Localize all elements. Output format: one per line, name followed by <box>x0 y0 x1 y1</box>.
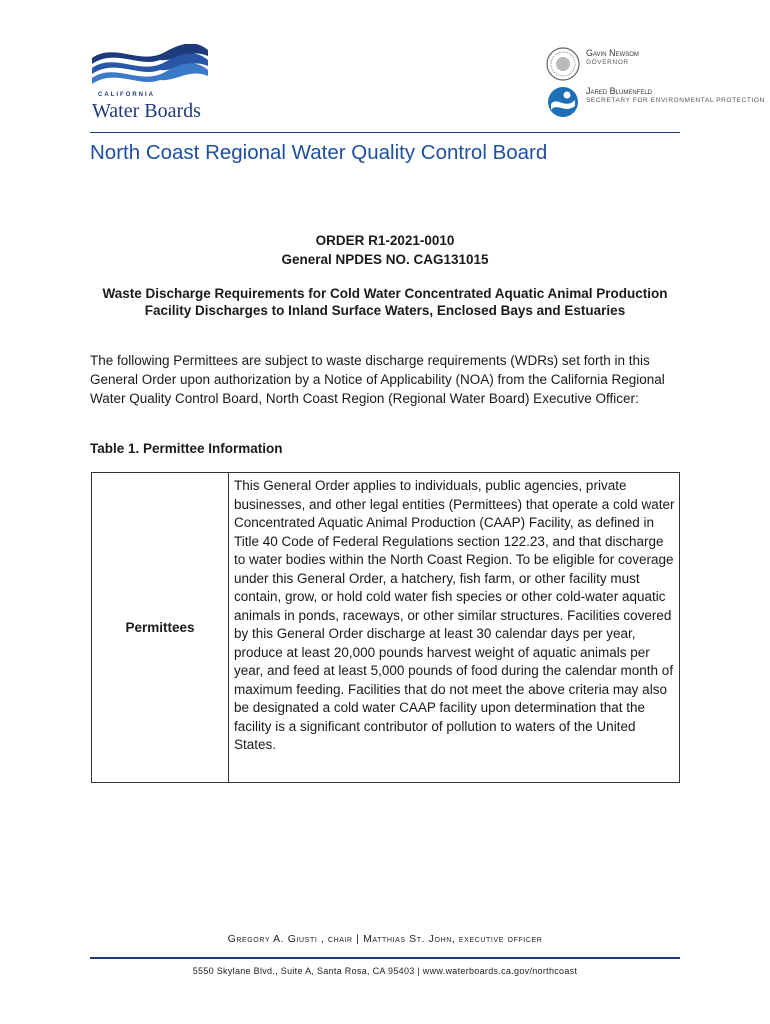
footer-officers: Gregory A. Giusti , chair | Matthias St. John, executive officer <box>227 933 543 945</box>
calepa-logo-icon <box>545 84 581 120</box>
governor-title: GOVERNOR <box>586 59 629 66</box>
governor-credit <box>586 48 639 68</box>
water-boards-logo <box>90 44 215 124</box>
intro-paragraph: The following Permittees are subject to waste discharge requirements (WDRs) set forth in this General Order upon authorization by a Notice of Applicability (NOA) from the California Regional Water Quality Control Board, North Coast Region (Regional Water Board) Executive Officer: <box>90 353 665 406</box>
header-divider <box>90 132 680 133</box>
order-number: ORDER R1-2021-0010 <box>315 233 455 248</box>
permittees-description: This General Order applies to individuals, public agencies, private businesses, and other legal entities (Permittees) that operate a cold water Concentrated Aquatic Animal Production (CAAP) Facility, as defined in Title 40 Code of Federal Regulations section 122.23, and that discharge to water bodies within the North Coast Region. To be eligible for coverage under this General Order, a hatchery, fish farm, or other facility must contain, grow, or hold cold water fish species or other cold-water aquatic animals in ponds, raceways, or other similar structures. Facilities covered by this General Order discharge at least 30 calendar days per year, produce at least 20,000 pounds harvest weight of aquatic animals per year, and feed at least 5,000 pounds of food during the calendar month of maximum feeding. Facilities that do not meet the above criteria may also be designated a cold water CAAP facility upon determination that the facility is a significant contributor of pollution to waters of the United States. <box>229 473 680 783</box>
logo-state-label: CALIFORNIA <box>98 92 155 98</box>
permittee-table <box>91 472 680 783</box>
order-subject: Waste Discharge Requirements for Cold Water Concentrated Aquatic Animal Production Facility Discharges to Inland Surface Waters, Enclosed Bays and Estuaries <box>102 286 668 318</box>
table-caption: Table 1. Permittee Information <box>90 441 283 456</box>
waves-icon <box>90 44 215 92</box>
footer-divider <box>90 957 680 959</box>
secretary-name: Jared Blumenfeld <box>586 86 653 96</box>
california-seal-icon <box>545 46 581 82</box>
governor-name: Gavin Newsom <box>586 48 639 58</box>
board-title: North Coast Regional Water Quality Control Board <box>90 141 548 164</box>
npdes-number: General NPDES NO. CAG131015 <box>281 252 489 267</box>
footer-address: 5550 Skylane Blvd., Suite A, Santa Rosa, CA 95403 | www.waterboards.ca.gov/northcoast <box>192 966 578 976</box>
logo-wordmark: Water Boards <box>92 100 201 122</box>
table-row <box>92 473 680 783</box>
secretary-title: SECRETARY FOR ENVIRONMENTAL PROTECTION <box>586 97 765 104</box>
permittees-label: Permittees <box>92 473 229 783</box>
secretary-credit <box>586 86 765 106</box>
